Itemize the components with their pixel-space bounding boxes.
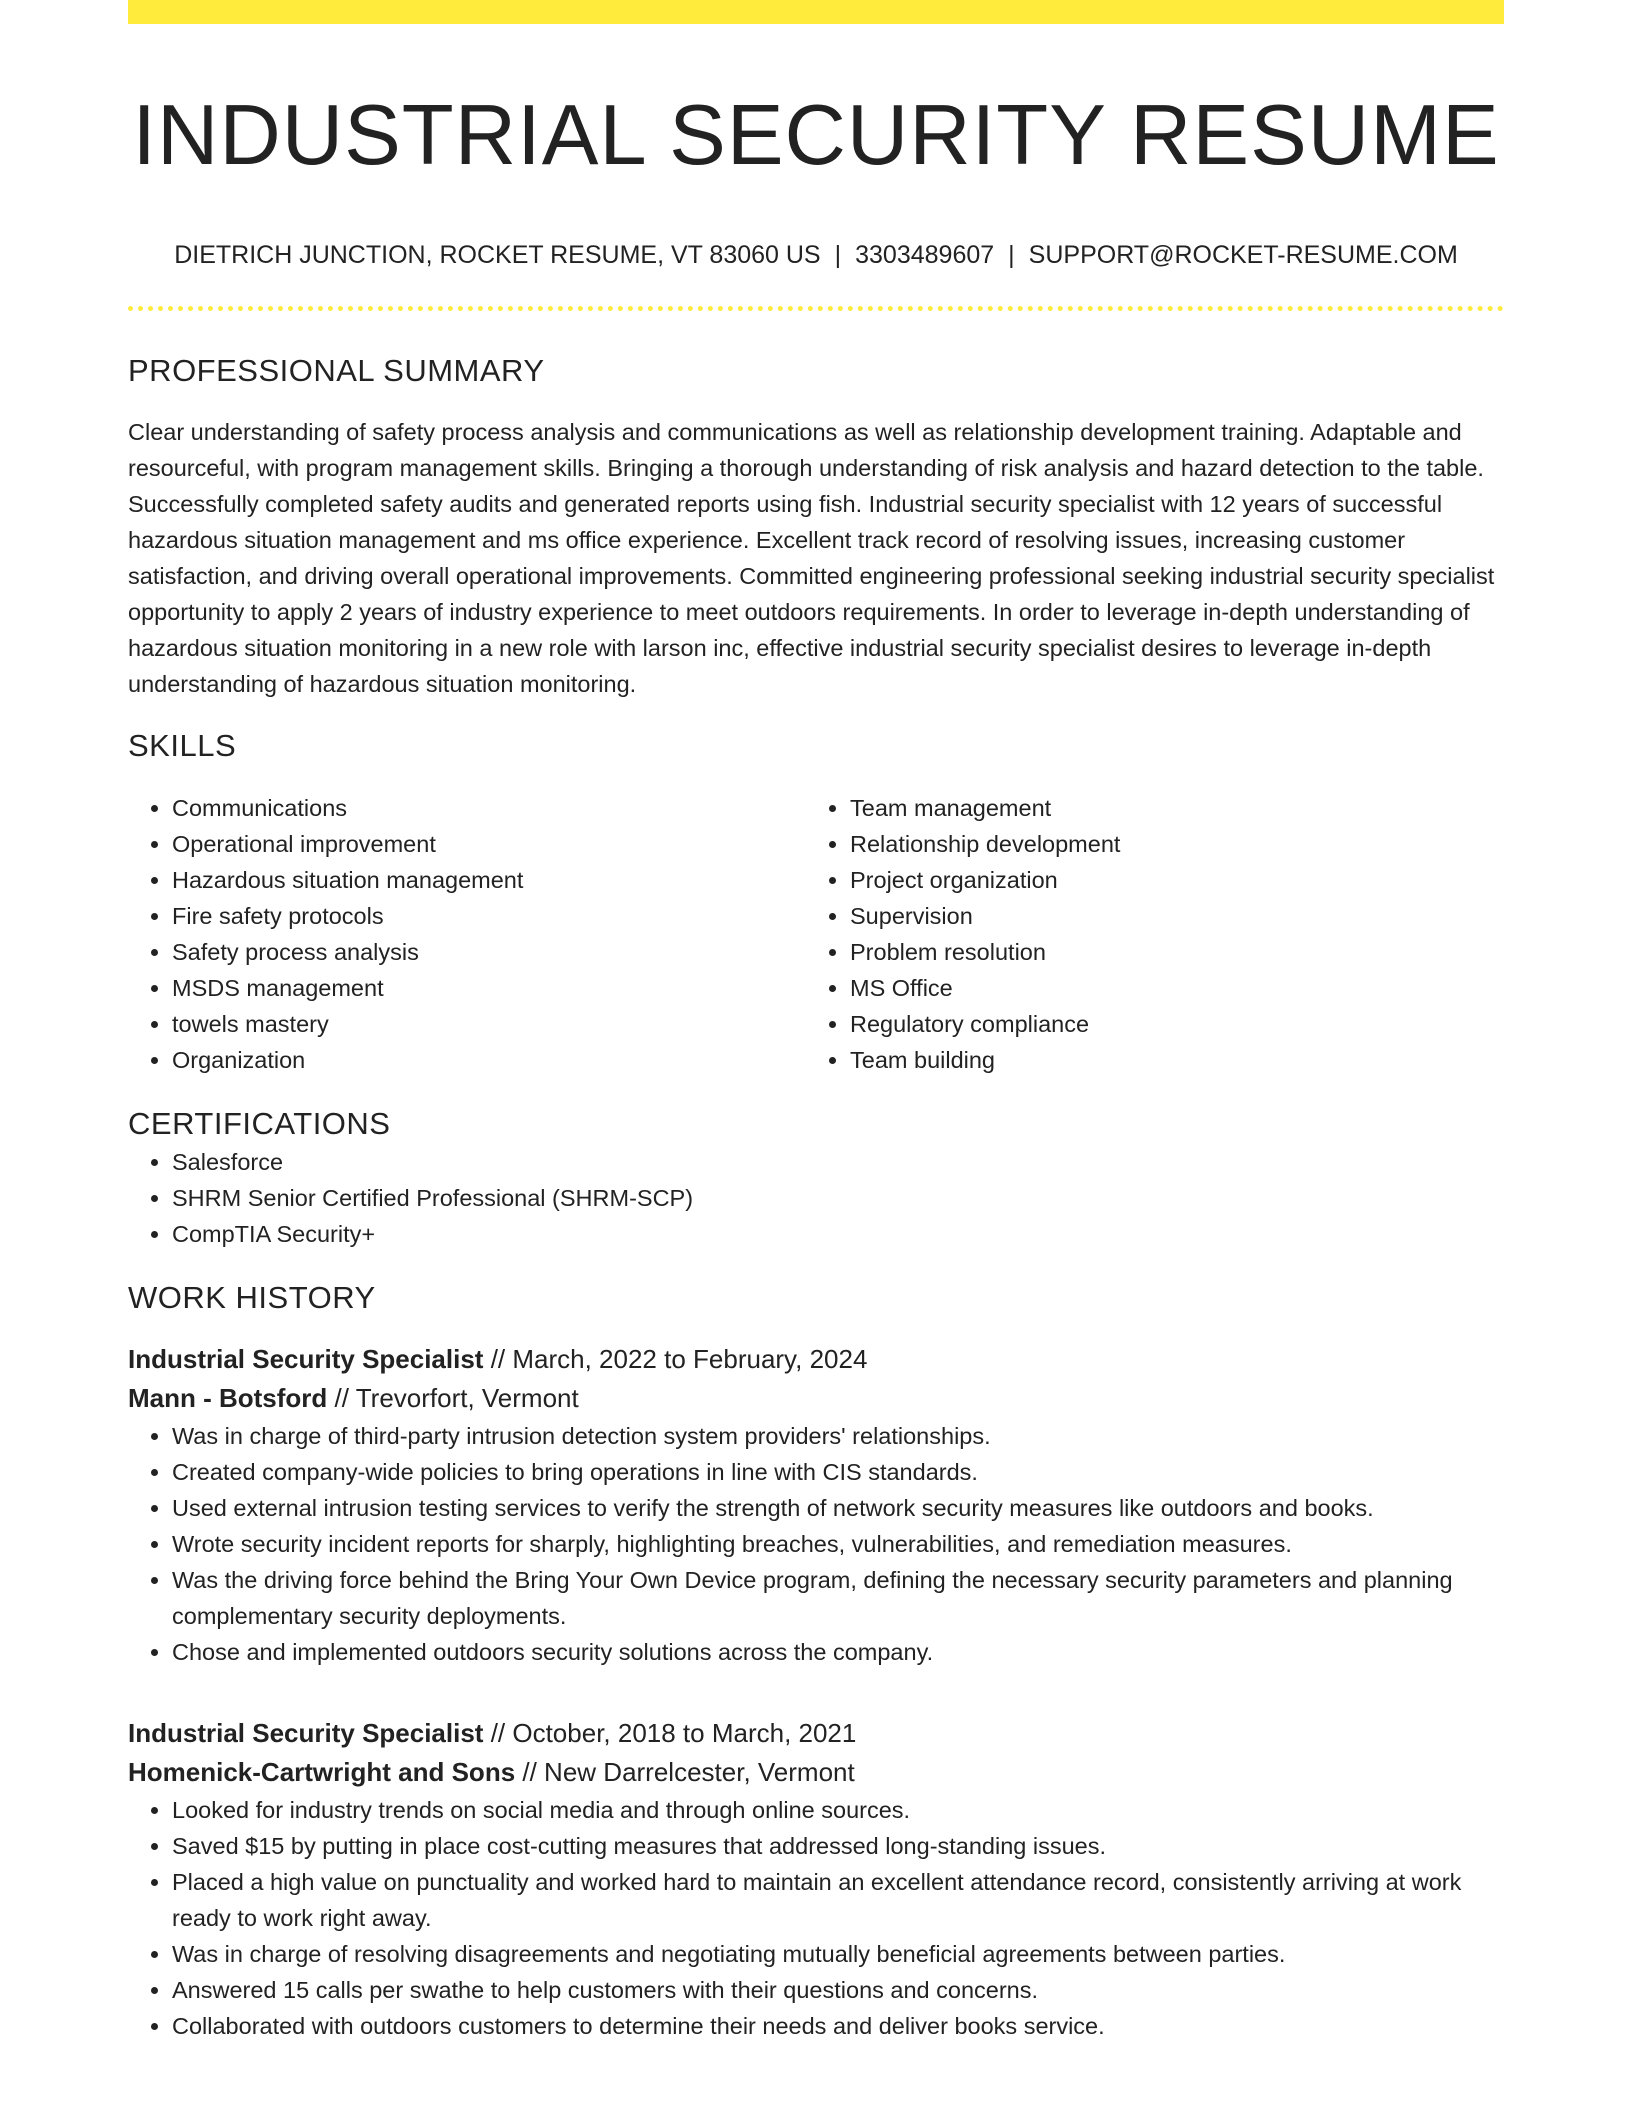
contact-email: SUPPORT@ROCKET-RESUME.COM (1028, 241, 1458, 269)
job-location: // New Darrelcester, Vermont (515, 1757, 855, 1787)
job-bullet: • Looked for industry trends on social media and through online sources. (172, 1792, 1504, 1828)
dotted-divider (128, 306, 1504, 311)
job-bullet: • Answered 15 calls per swathe to help customers with their questions and concerns. (172, 1972, 1504, 2008)
accent-top-bar (128, 0, 1504, 24)
skill-item: • Safety process analysis (172, 934, 806, 970)
job-bullet: • Saved $15 by putting in place cost-cutting measures that addressed long-standing issues. (172, 1828, 1504, 1864)
job-dates: // October, 2018 to March, 2021 (483, 1718, 857, 1748)
skill-item: • Operational improvement (172, 826, 806, 862)
skill-item: • Fire safety protocols (172, 898, 806, 934)
skill-item: • MSDS management (172, 970, 806, 1006)
skill-item: • Team building (850, 1042, 1484, 1078)
skill-item: • Hazardous situation management (172, 862, 806, 898)
certification-item: • Salesforce (172, 1144, 1504, 1180)
job-company-line (128, 1753, 1504, 1792)
certifications-list (128, 1144, 1504, 1252)
certifications-heading: CERTIFICATIONS (128, 1106, 391, 1141)
job-bullet: • Was in charge of third-party intrusion detection system providers' relationships. (172, 1418, 1504, 1454)
job-bullets (128, 1792, 1504, 2044)
contact-address: DIETRICH JUNCTION, ROCKET RESUME, VT 83060 US (174, 241, 821, 269)
skill-item: • towels mastery (172, 1006, 806, 1042)
skills-column-right (806, 790, 1484, 1078)
certification-item: • CompTIA Security+ (172, 1216, 1504, 1252)
skills-grid (128, 790, 1504, 1078)
contact-phone: 3303489607 (855, 241, 995, 269)
job-title: Industrial Security Specialist (128, 1718, 484, 1748)
job-bullet: • Placed a high value on punctuality and worked hard to maintain an excellent attendance record, consistently arriving at work ready to work right away. (172, 1864, 1504, 1936)
skills-heading: SKILLS (128, 728, 237, 763)
job-bullet: • Wrote security incident reports for sharply, highlighting breaches, vulnerabilities, and remediation measures. (172, 1526, 1504, 1562)
job-bullet: • Created company-wide policies to bring operations in line with CIS standards. (172, 1454, 1504, 1490)
job-bullet: • Collaborated with outdoors customers to determine their needs and deliver books service. (172, 2008, 1504, 2044)
job-company: Mann - Botsford (128, 1383, 328, 1413)
summary-text: Clear understanding of safety process analysis and communications as well as relationship development training. Adaptable and resourceful, with program management skills. Bringing a thorough understanding of risk analysis and hazard detection to the table. Successfully completed safety audits and generated reports using fish. Industrial security specialist with 12 years of successful hazardous situation management and ms office experience. Excellent track record of resolving issues, increasing customer satisfaction, and driving overall operational improvements. Committed engineering professional seeking industrial security specialist opportunity to apply 2 years of industry experience to meet outdoors requirements. In order to leverage in-depth understanding of hazardous situation monitoring in a new role with larson inc, effective industrial security specialist desires to leverage in-depth understanding of hazardous situation monitoring. (128, 419, 1495, 697)
skill-item: • MS Office (850, 970, 1484, 1006)
job-company-line (128, 1379, 1504, 1418)
job-bullets (128, 1418, 1504, 1670)
job-bullet: • Was the driving force behind the Bring Your Own Device program, defining the necessary security parameters and planning complementary security deployments. (172, 1562, 1504, 1634)
resume-title: INDUSTRIAL SECURITY RESUME (132, 88, 1500, 183)
skill-item: • Regulatory compliance (850, 1006, 1484, 1042)
skill-item: • Supervision (850, 898, 1484, 934)
skills-column-left (128, 790, 806, 1078)
job-title-line (128, 1340, 1504, 1379)
summary-heading: PROFESSIONAL SUMMARY (128, 353, 545, 388)
skill-item: • Problem resolution (850, 934, 1484, 970)
job-location: // Trevorfort, Vermont (327, 1383, 579, 1413)
job-entry (128, 1714, 1504, 2044)
skills-list-right (806, 790, 1484, 1078)
contact-separator: | (1008, 241, 1015, 269)
job-bullet: • Used external intrusion testing services to verify the strength of network security measures like outdoors and books. (172, 1490, 1504, 1526)
resume-page (128, 0, 1504, 2044)
contact-line (128, 238, 1504, 272)
job-entry (128, 1340, 1504, 1670)
skills-list-left (128, 790, 806, 1078)
job-company: Homenick-Cartwright and Sons (128, 1757, 516, 1787)
contact-separator: | (834, 241, 842, 269)
skill-item: • Relationship development (850, 826, 1484, 862)
job-title-line (128, 1714, 1504, 1753)
job-dates: // March, 2022 to February, 2024 (483, 1344, 868, 1374)
certification-item: • SHRM Senior Certified Professional (SHRM-SCP) (172, 1180, 1504, 1216)
job-bullet: • Was in charge of resolving disagreements and negotiating mutually beneficial agreements between parties. (172, 1936, 1504, 1972)
skill-item: • Organization (172, 1042, 806, 1078)
work-history-heading: WORK HISTORY (128, 1280, 376, 1315)
skill-item: • Project organization (850, 862, 1484, 898)
job-bullet: • Chose and implemented outdoors security solutions across the company. (172, 1634, 1504, 1670)
job-title: Industrial Security Specialist (128, 1344, 484, 1374)
skill-item: • Communications (172, 790, 806, 826)
skill-item: • Team management (850, 790, 1484, 826)
